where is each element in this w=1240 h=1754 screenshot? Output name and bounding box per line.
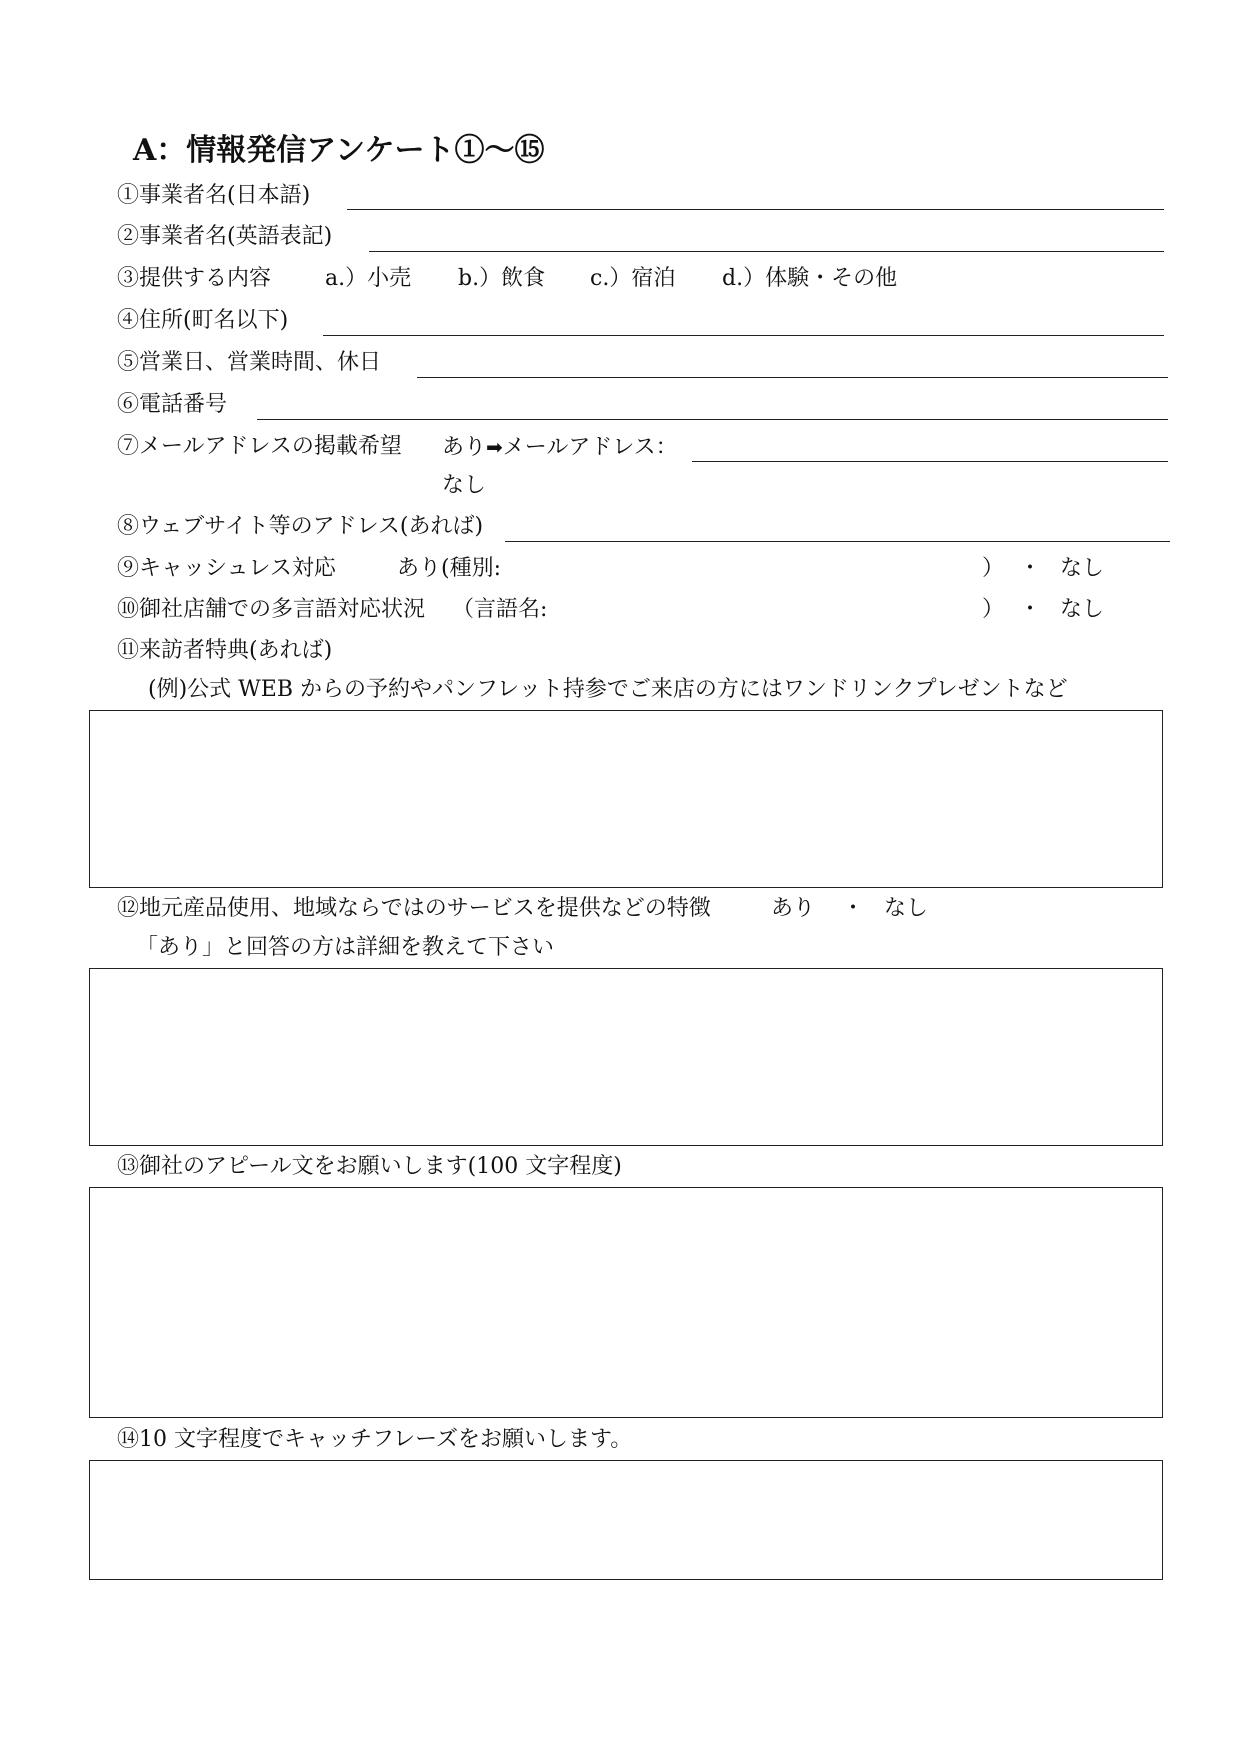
q3-label: ③提供する内容 xyxy=(117,266,272,291)
q4-label: ④住所(町名以下) xyxy=(117,308,289,333)
q12-label: ⑫地元産品使用、地域ならではのサービスを提供などの特徴 xyxy=(117,896,711,921)
q11-example: (例)公式 WEB からの予約やパンフレット持参でご来店の方にはワンドリンクプレゼントなど xyxy=(148,677,1068,702)
q10-label: ⑩御社店舗での多言語対応状況 xyxy=(117,597,426,622)
q5-label: ⑤営業日、営業時間、休日 xyxy=(117,350,382,375)
q9-close-paren: ） xyxy=(982,556,1005,581)
q3-option-c[interactable]: c.）宿泊 xyxy=(590,266,676,291)
page-title: A：情報発信アンケート①～⑮ xyxy=(133,133,545,168)
q2-label: ②事業者名(英語表記) xyxy=(117,224,333,249)
q11-answer-box[interactable] xyxy=(89,710,1163,888)
q1-input-line[interactable] xyxy=(347,209,1164,210)
arrow-right-icon: ➡ xyxy=(486,435,503,459)
q10-language-label[interactable]: （言語名: xyxy=(452,597,548,622)
q12-answer-box[interactable] xyxy=(89,968,1163,1146)
q13-answer-box[interactable] xyxy=(89,1187,1163,1418)
q7-email-input-line[interactable] xyxy=(692,461,1168,462)
q12-separator: ・ xyxy=(842,896,865,921)
q14-answer-box[interactable] xyxy=(89,1460,1163,1580)
q12-note: 「あり」と回答の方は詳細を教えて下さい xyxy=(136,935,555,960)
q8-label: ⑧ウェブサイト等のアドレス(あれば) xyxy=(117,514,484,539)
q10-option-no[interactable]: なし xyxy=(1060,597,1105,622)
q8-input-line[interactable] xyxy=(505,541,1170,542)
q9-option-yes[interactable]: あり(種別: xyxy=(397,556,501,581)
q3-option-a[interactable]: a.）小売 xyxy=(325,266,412,291)
q5-input-line[interactable] xyxy=(417,377,1168,378)
q12-option-yes[interactable]: あり xyxy=(771,896,816,921)
q13-label: ⑬御社のアピール文をお願いします(100 文字程度) xyxy=(117,1154,622,1179)
q6-input-line[interactable] xyxy=(257,419,1168,420)
q9-label: ⑨キャッシュレス対応 xyxy=(117,556,336,581)
q1-label: ①事業者名(日本語) xyxy=(117,183,311,208)
q14-label: ⑭10 文字程度でキャッチフレーズをお願いします。 xyxy=(117,1427,633,1452)
q2-input-line[interactable] xyxy=(369,251,1164,252)
q9-option-no[interactable]: なし xyxy=(1060,556,1105,581)
q9-separator: ・ xyxy=(1019,556,1042,581)
q11-label: ⑪来訪者特典(あれば) xyxy=(117,638,333,663)
q10-separator: ・ xyxy=(1019,597,1042,622)
q7-email-label: メールアドレス： xyxy=(502,435,678,460)
q4-input-line[interactable] xyxy=(323,335,1164,336)
q7-label: ⑦メールアドレスの掲載希望 xyxy=(117,434,402,459)
q6-label: ⑥電話番号 xyxy=(117,392,228,417)
q7-option-no[interactable]: なし xyxy=(442,473,487,498)
q7-option-yes[interactable] xyxy=(442,433,678,462)
q7-yes-text: あり xyxy=(442,435,487,460)
q3-option-b[interactable]: b.）飲食 xyxy=(458,266,546,291)
q12-option-no[interactable]: なし xyxy=(884,896,929,921)
q3-option-d[interactable]: d.）体験・その他 xyxy=(722,266,898,291)
q10-close-paren: ） xyxy=(982,597,1005,622)
